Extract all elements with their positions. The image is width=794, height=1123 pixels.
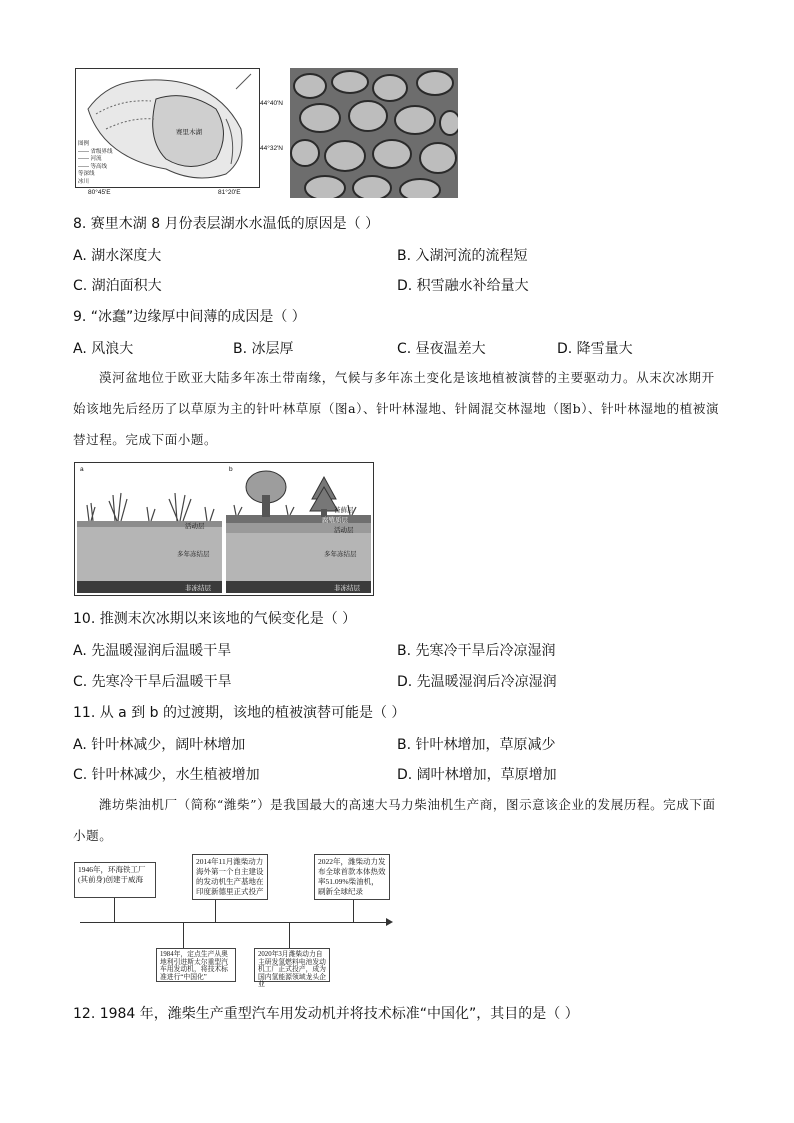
q9-option-c[interactable]: C. 昼夜温差大 <box>397 341 486 357</box>
q11-option-c[interactable]: C. 针叶林减少，水生植被增加 <box>73 767 260 783</box>
q8-option-d[interactable]: D. 积雪融水补给量大 <box>397 278 529 294</box>
legend-item: —— 河流 <box>78 156 102 162</box>
panel-b-letter: b <box>229 466 233 473</box>
panel-a-letter: a <box>80 466 84 473</box>
question-11-stem: 11. 从 a 到 b 的过渡期，该地的植被演替可能是（ ） <box>73 705 406 721</box>
q10-option-b[interactable]: B. 先寒冷干旱后冷凉湿润 <box>397 643 556 659</box>
lat-top-label: 44°40'N <box>260 100 283 107</box>
q10-option-c[interactable]: C. 先寒冷干旱后温暖干旱 <box>73 674 232 690</box>
map-legend <box>78 141 114 186</box>
lake-map-figure <box>75 68 260 188</box>
panel-a-layer-unfrozen: 非冻结层 <box>185 585 211 592</box>
timeline-event-2014: 2014年11月潍柴动力海外第一个自主建设的发动机生产基地在印度新德里正式投产 <box>192 854 268 900</box>
lat-bottom-label: 44°32'N <box>260 145 283 152</box>
lake-label: 赛里木湖 <box>176 129 202 136</box>
question-10-stem: 10. 推测末次冰期以来该地的气候变化是（ ） <box>73 611 357 627</box>
timeline-arrow-icon <box>386 918 393 926</box>
q8-option-a[interactable]: A. 湖水深度大 <box>73 248 162 264</box>
passage-mohe: 漠河盆地位于欧亚大陆多年冻土带南缘，气候与多年冻土变化是该地植被演替的主要驱动力。从末次冰期开始该地先后经历了以草原为主的针叶林草原（图a）、针叶林湿地、针阔混交林湿地（图b）、针叶林湿地的植被演替过程。完成下面小题。 <box>73 370 720 447</box>
timeline-event-1984: 1984年，定点生产从奥地利引进斯太尔重型汽车用发动机，将技术标准进行“中国化” <box>156 948 236 982</box>
q10-option-d[interactable]: D. 先温暖湿润后冷凉湿润 <box>397 674 557 690</box>
q11-option-d[interactable]: D. 阔叶林增加，草原增加 <box>397 767 557 783</box>
legend-item: 冰川 <box>78 178 90 185</box>
q8-option-b[interactable]: B. 入湖河流的流程短 <box>397 248 528 264</box>
timeline-event-2022: 2022年，潍柴动力发布全球首款本体热效率51.09%柴油机，刷新全球纪录 <box>314 854 390 900</box>
panel-b-layer-permafrost: 多年冻结层 <box>324 551 357 558</box>
timeline-figure <box>74 852 394 988</box>
soil-profile-figure <box>74 462 374 596</box>
panel-a <box>77 465 222 593</box>
panel-b-layer-moss: 苔藓层 <box>334 507 354 514</box>
lon-right-label: 81°20'E <box>218 189 241 196</box>
q9-option-d[interactable]: D. 降雪量大 <box>557 341 633 357</box>
question-12-stem: 12. 1984 年，潍柴生产重型汽车用发动机并将技术标准“中国化”，其目的是（ ） <box>73 1006 579 1022</box>
question-8-stem: 8. 赛里木湖 8 月份表层湖水水温低的原因是（ ） <box>73 216 380 232</box>
passage-weichai: 潍坊柴油机厂（简称“潍柴”）是我国最大的高速大马力柴油机生产商，图示意该企业的发展历程。完成下面小题。 <box>73 797 716 843</box>
legend-title: 图例 <box>78 141 90 147</box>
q8-option-c[interactable]: C. 湖泊面积大 <box>73 278 162 294</box>
panel-b-layer-active: 活动层 <box>334 527 354 534</box>
panel-a-layer-active: 活动层 <box>185 523 205 530</box>
q9-option-a[interactable]: A. 风浪大 <box>73 341 134 357</box>
panel-a-layer-permafrost: 多年冻结层 <box>177 551 210 558</box>
q10-option-a[interactable]: A. 先温暖湿润后温暖干旱 <box>73 643 232 659</box>
panel-b-layer-unfrozen: 非冻结层 <box>334 585 360 592</box>
trees-drawing <box>226 465 371 525</box>
q9-option-b[interactable]: B. 冰层厚 <box>233 341 294 357</box>
legend-item: —— 等高线 <box>78 163 108 170</box>
grass-drawing <box>77 485 222 525</box>
ice-photo <box>290 68 458 198</box>
ice-photo-pattern <box>290 68 458 198</box>
legend-item: 等深线 <box>78 171 95 177</box>
legend-item: —— 省级界线 <box>78 148 113 155</box>
timeline-event-2020: 2020年3月潍柴动力自主研发氢燃料电池发动机工厂正式投产，成为国内氢能源领域龙头企业 <box>254 948 330 982</box>
panel-b <box>226 465 371 593</box>
q11-option-a[interactable]: A. 针叶林减少，阔叶林增加 <box>73 737 246 753</box>
q11-option-b[interactable]: B. 针叶林增加，草原减少 <box>397 737 556 753</box>
timeline-axis <box>80 922 390 923</box>
question-9-stem: 9. “冰蠢”边缘厚中间薄的成因是（ ） <box>73 309 306 325</box>
lon-left-label: 80°45'E <box>88 189 111 196</box>
panel-b-layer-humus: 腐殖质层 <box>322 517 348 524</box>
timeline-event-1946: 1946年，环海铁工厂(其前身)创建于威海 <box>74 862 156 898</box>
